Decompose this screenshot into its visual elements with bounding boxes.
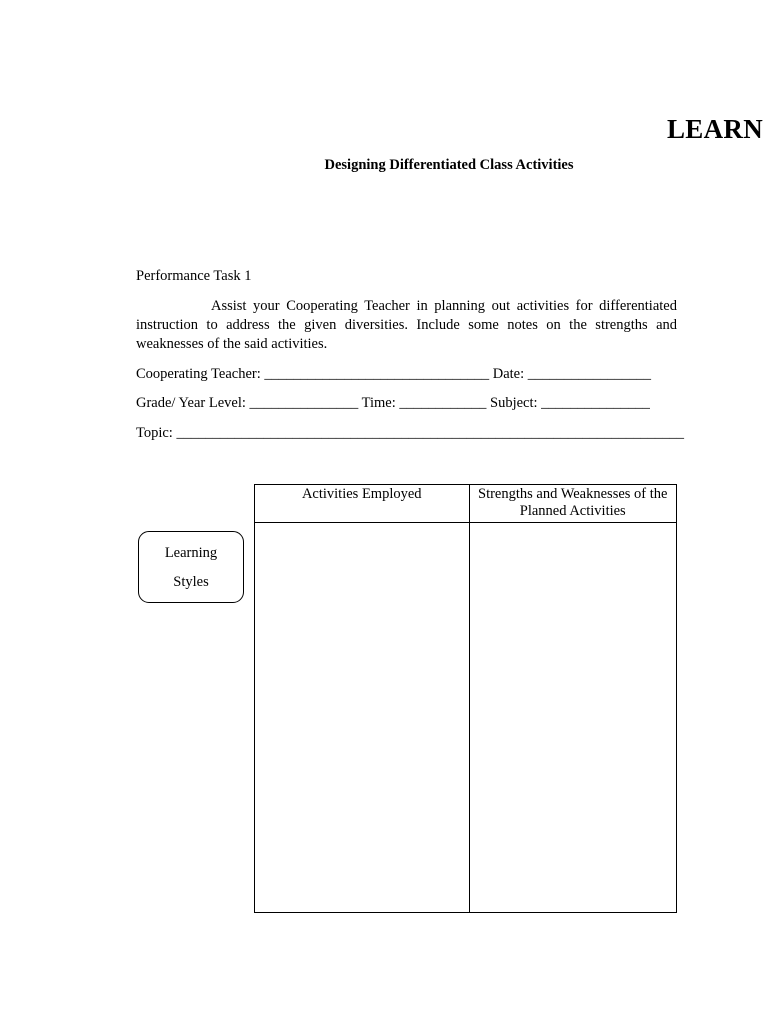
table-header-row (255, 485, 677, 523)
document-subtitle: Designing Differentiated Class Activities (324, 157, 574, 173)
task-instruction: Assist your Cooperating Teacher in planning out activities for differentiated instruction to address the given diversities. Include some notes on the strengths and weaknesses of the said activities. (136, 298, 677, 352)
activities-employed-cell[interactable] (255, 523, 470, 913)
strengths-weaknesses-header: Strengths and Weaknesses of the Planned Activities (469, 485, 677, 523)
learning-styles-label-line1: Learning (164, 545, 218, 561)
activities-employed-header: Activities Employed (255, 485, 470, 523)
topic-line: Topic: ______________________________________________________________________ (136, 425, 684, 441)
page-heading: LEARN (667, 114, 764, 144)
table-row (255, 523, 677, 913)
learning-styles-label-line2: Styles (173, 574, 209, 590)
strengths-weaknesses-cell[interactable] (469, 523, 677, 913)
task-label: Performance Task 1 (136, 268, 252, 284)
cooperating-teacher-date-line: Cooperating Teacher: _______________________________ Date: _________________ (136, 366, 652, 382)
activities-table (254, 484, 677, 913)
learning-styles-box (138, 531, 244, 603)
grade-time-subject-line: Grade/ Year Level: _______________ Time: ____________ Subject: _______________ (136, 395, 650, 411)
